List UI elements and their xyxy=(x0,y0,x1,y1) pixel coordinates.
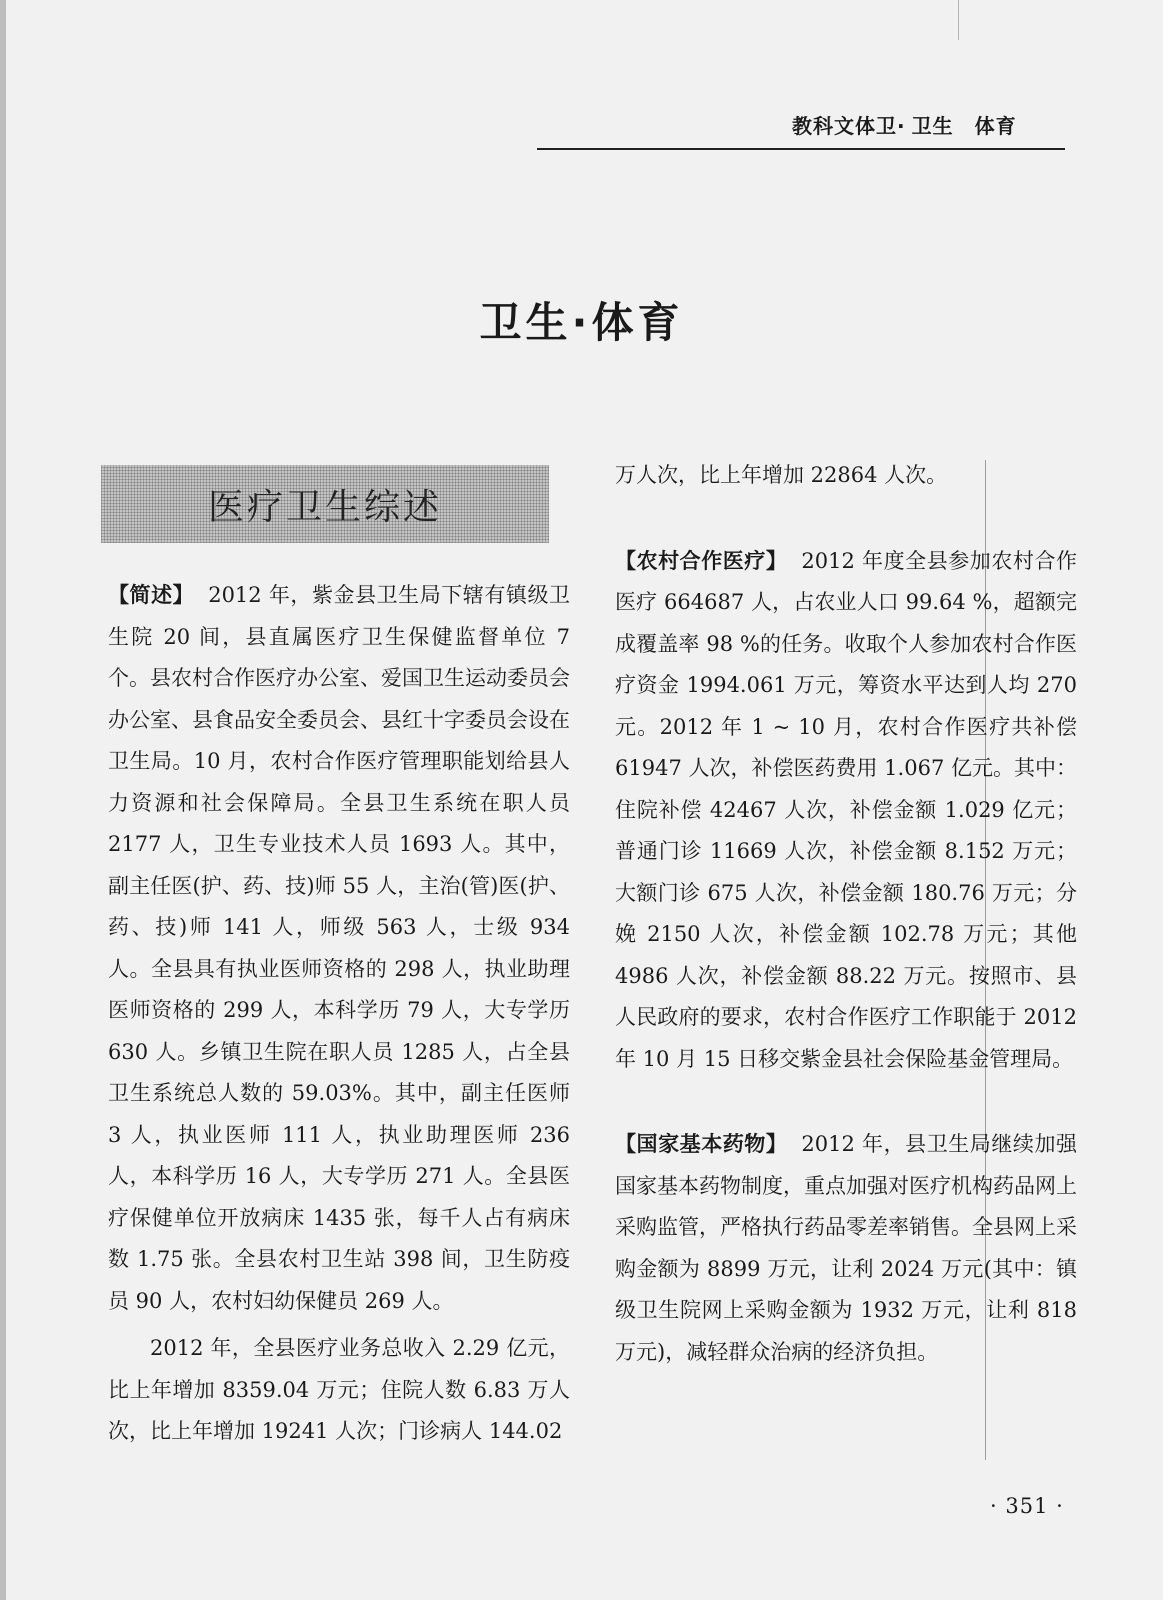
essential-drugs-tag: 【国家基本药物】 xyxy=(615,1132,788,1156)
rural-cooperative-text: 2012 年度全县参加农村合作医疗 664687 人，占农业人口 99.64 %，超额完成覆盖率 98 %的任务。收取个人参加农村合作医疗资金 1994.061 万元，筹资水平达到人均 270 元。2012 年 1 ~ 10 月，农村合作医疗共补偿 61947 人次，补偿医药费用 1.067 亿元。其中：住院补偿 42467 人次，补偿金额 1.029 亿元；普通门诊 11669 人次，补偿金额 8.152 万元；大额门诊 675 人次，补偿金额 180.76 万元；分娩 2150 人次，补偿金额 102.78 万元；其他 4986 人次，补偿金额 88.22 万元。按照市、县人民政府的要求，农村合作医疗工作职能于 2012 年 10 月 15 日移交紫金县社会保险基金管理局。 xyxy=(615,548,1077,1071)
left-column xyxy=(108,575,570,1453)
right-column xyxy=(615,455,1077,1373)
running-head-section: 卫生 体育 xyxy=(911,114,1017,138)
continuation-paragraph xyxy=(615,455,1077,497)
chapter-title: 卫生·体育 xyxy=(479,298,684,347)
scan-artifact-line xyxy=(958,0,959,40)
header-rule xyxy=(537,148,1065,150)
running-head-chapter: 教科文体卫 xyxy=(792,114,897,138)
scan-edge xyxy=(0,0,6,1600)
revenue-paragraph xyxy=(108,1328,570,1453)
page-number: · 351 · xyxy=(990,1494,1064,1518)
essential-drugs-text: 2012 年，县卫生局继续加强国家基本药物制度，重点加强对医疗机构药品网上采购监管，严格执行药品零差率销售。全县网上采购金额为 8899 万元，让利 2024 万元(其中：镇级卫生院网上采购金额为 1932 万元，让利 818 万元)，减轻群众治病的经济负担。 xyxy=(615,1132,1077,1364)
overview-text: 2012 年，紫金县卫生局下辖有镇级卫生院 20 间，县直属医疗卫生保健监督单位 7 个。县农村合作医疗办公室、爱国卫生运动委员会办公室、县食品安全委员会、县红十字委员会设在卫生局。10 月，农村合作医疗管理职能划给县人力资源和社会保障局。全县卫生系统在职人员 2177 人，卫生专业技术人员 1693 人。其中，副主任医(护、药、技)师 55 人，主治(管)医(护、药、技)师 141 人，师级 563 人，士级 934 人。全县具有执业医师资格的 298 人，执业助理医师资格的 299 人，本科学历 79 人，大专学历 630 人。乡镇卫生院在职人员 1285 人，占全县卫生系统总人数的 59.03%。其中，副主任医师 3 人，执业医师 111 人，执业助理医师 236 人，本科学历 16 人，大专学历 271 人。全县医疗保健单位开放病床 1435 张，每千人占有病床数 1.75 张。全县农村卫生站 398 间，卫生防疫员 90 人，农村妇幼保健员 269 人。 xyxy=(108,583,571,1313)
running-head-separator: · xyxy=(897,114,906,138)
revenue-text: 2012 年，全县医疗业务总收入 2.29 亿元，比上年增加 8359.04 万元；住院人数 6.83 万人次，比上年增加 19241 人次；门诊病人 144.02 xyxy=(108,1336,570,1443)
rural-cooperative-tag: 【农村合作医疗】 xyxy=(615,548,788,573)
rural-cooperative-paragraph xyxy=(615,541,1077,1081)
scan-fold-line xyxy=(985,460,986,1460)
section-heading: 医疗卫生综述 xyxy=(207,486,442,528)
continuation-text: 万人次，比上年增加 22864 人次。 xyxy=(615,463,948,487)
overview-tag: 【简述】 xyxy=(108,583,195,607)
essential-drugs-paragraph xyxy=(615,1124,1077,1373)
section-heading-box xyxy=(101,465,549,543)
overview-paragraph xyxy=(108,575,570,1322)
running-head xyxy=(792,110,1017,139)
